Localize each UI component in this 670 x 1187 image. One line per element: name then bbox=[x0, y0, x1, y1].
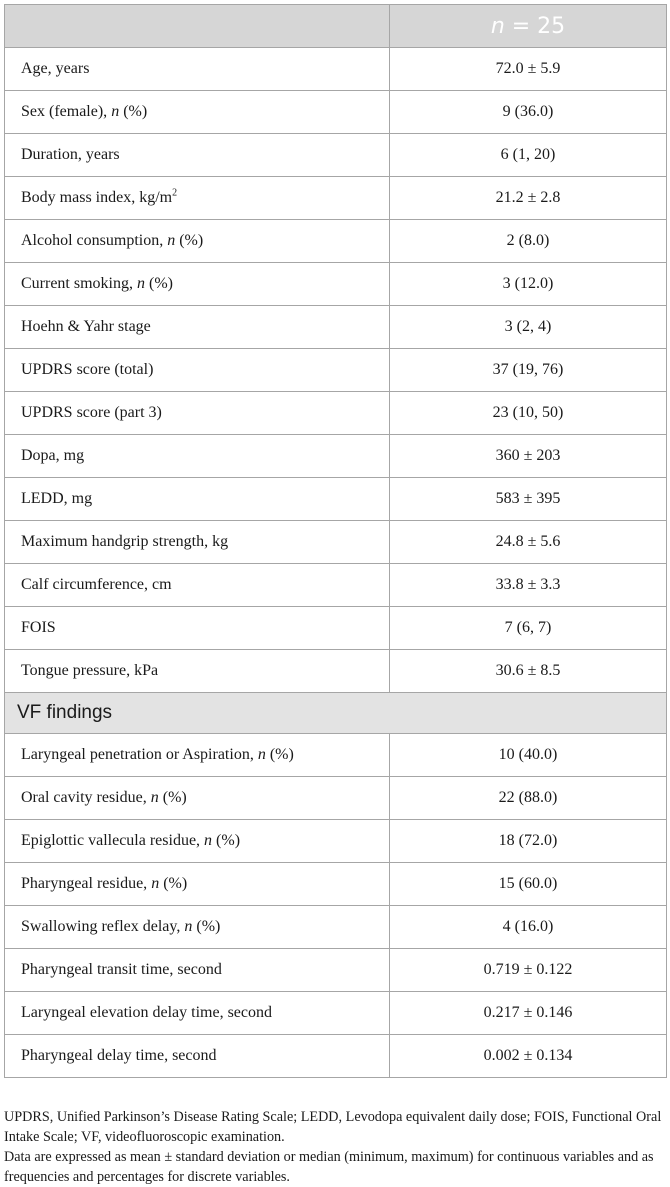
row-label bbox=[5, 392, 390, 435]
section-row bbox=[5, 693, 667, 734]
table-row bbox=[5, 220, 667, 263]
row-label bbox=[5, 734, 390, 777]
table-row bbox=[5, 777, 667, 820]
label-italic: n bbox=[257, 746, 266, 763]
row-label bbox=[5, 949, 390, 992]
footnote-abbreviations: UPDRS, Unified Parkinson’s Disease Rating Scale; LEDD, Levodopa equivalent daily dose; FOIS, Functional Oral Intake Scale; VF, videofluoroscopic examination. bbox=[4, 1109, 662, 1145]
label-text: UPDRS score (part 3) bbox=[21, 404, 162, 421]
row-label bbox=[5, 91, 390, 134]
label-italic: n bbox=[184, 918, 193, 935]
label-superscript: 2 bbox=[172, 187, 178, 199]
label-text: Calf circumference, cm bbox=[21, 576, 172, 593]
label-italic: n bbox=[167, 232, 176, 249]
table-row bbox=[5, 306, 667, 349]
table-footnotes bbox=[4, 1107, 666, 1187]
row-label bbox=[5, 306, 390, 349]
label-text: Age, years bbox=[21, 60, 90, 77]
row-value: 22 (88.0) bbox=[390, 777, 667, 820]
table-row bbox=[5, 949, 667, 992]
row-label bbox=[5, 220, 390, 263]
table-row bbox=[5, 607, 667, 650]
label-text: Current smoking, bbox=[21, 275, 137, 292]
row-label bbox=[5, 435, 390, 478]
row-label bbox=[5, 1035, 390, 1078]
label-text: Laryngeal elevation delay time, second bbox=[21, 1004, 273, 1021]
row-label bbox=[5, 992, 390, 1035]
row-value: 3 (2, 4) bbox=[390, 306, 667, 349]
label-suffix: (%) bbox=[119, 103, 148, 120]
vf-rows bbox=[5, 734, 667, 1078]
baseline-rows bbox=[5, 48, 667, 693]
header-label-cell bbox=[5, 5, 390, 48]
row-value: 3 (12.0) bbox=[390, 263, 667, 306]
label-text: Tongue pressure, kPa bbox=[21, 662, 159, 679]
table-row bbox=[5, 650, 667, 693]
footnote-expression: Data are expressed as mean ± standard deviation or median (minimum, maximum) for continuous variables and as frequencies and percentages for discrete variables. bbox=[4, 1149, 654, 1185]
row-value: 6 (1, 20) bbox=[390, 134, 667, 177]
table-row bbox=[5, 435, 667, 478]
row-value: 24.8 ± 5.6 bbox=[390, 521, 667, 564]
table-row bbox=[5, 734, 667, 777]
table-row bbox=[5, 820, 667, 863]
row-label bbox=[5, 177, 390, 220]
row-label bbox=[5, 349, 390, 392]
row-label bbox=[5, 134, 390, 177]
row-label bbox=[5, 607, 390, 650]
header-n-cell bbox=[390, 5, 667, 48]
patient-characteristics-table bbox=[4, 4, 666, 1078]
label-text: Body mass index, kg/m bbox=[21, 189, 173, 206]
row-value: 4 (16.0) bbox=[390, 906, 667, 949]
table-row bbox=[5, 91, 667, 134]
header-n-symbol: n bbox=[490, 13, 505, 39]
row-value: 18 (72.0) bbox=[390, 820, 667, 863]
label-text: Pharyngeal transit time, second bbox=[21, 961, 222, 978]
label-text: LEDD, mg bbox=[21, 490, 93, 507]
section-title: VF findings bbox=[5, 693, 667, 734]
row-value: 7 (6, 7) bbox=[390, 607, 667, 650]
label-italic: n bbox=[151, 875, 160, 892]
row-value: 10 (40.0) bbox=[390, 734, 667, 777]
table-row bbox=[5, 349, 667, 392]
row-value: 360 ± 203 bbox=[390, 435, 667, 478]
label-text: Oral cavity residue, bbox=[21, 789, 151, 806]
label-italic: n bbox=[204, 832, 213, 849]
label-text: UPDRS score (total) bbox=[21, 361, 154, 378]
label-italic: n bbox=[111, 103, 120, 120]
table-row bbox=[5, 906, 667, 949]
label-text: Sex (female), bbox=[21, 103, 112, 120]
row-value: 9 (36.0) bbox=[390, 91, 667, 134]
table-row bbox=[5, 48, 667, 91]
row-value: 37 (19, 76) bbox=[390, 349, 667, 392]
label-suffix: (%) bbox=[145, 275, 173, 292]
row-value: 21.2 ± 2.8 bbox=[390, 177, 667, 220]
vf-section-header bbox=[5, 693, 667, 734]
label-text: Pharyngeal residue, bbox=[21, 875, 152, 892]
row-value: 0.719 ± 0.122 bbox=[390, 949, 667, 992]
label-suffix: (%) bbox=[265, 746, 294, 763]
table-row bbox=[5, 177, 667, 220]
row-label bbox=[5, 820, 390, 863]
header-n-value: = 25 bbox=[504, 13, 566, 39]
table-row bbox=[5, 134, 667, 177]
row-value: 30.6 ± 8.5 bbox=[390, 650, 667, 693]
row-value: 23 (10, 50) bbox=[390, 392, 667, 435]
table-row bbox=[5, 863, 667, 906]
label-text: FOIS bbox=[21, 619, 56, 636]
table-row bbox=[5, 478, 667, 521]
label-text: Duration, years bbox=[21, 146, 120, 163]
row-value: 0.217 ± 0.146 bbox=[390, 992, 667, 1035]
table-row bbox=[5, 1035, 667, 1078]
label-suffix: (%) bbox=[212, 832, 241, 849]
label-suffix: (%) bbox=[192, 918, 221, 935]
label-suffix: (%) bbox=[158, 789, 187, 806]
label-text: Maximum handgrip strength, kg bbox=[21, 533, 229, 550]
table-row bbox=[5, 263, 667, 306]
label-text: Pharyngeal delay time, second bbox=[21, 1047, 217, 1064]
label-text: Epiglottic vallecula residue, bbox=[21, 832, 205, 849]
label-text: Swallowing reflex delay, bbox=[21, 918, 185, 935]
row-label bbox=[5, 48, 390, 91]
row-label bbox=[5, 564, 390, 607]
row-label bbox=[5, 650, 390, 693]
row-value: 2 (8.0) bbox=[390, 220, 667, 263]
row-label bbox=[5, 863, 390, 906]
label-text: Hoehn & Yahr stage bbox=[21, 318, 151, 335]
table-row bbox=[5, 521, 667, 564]
label-text: Dopa, mg bbox=[21, 447, 85, 464]
row-value: 72.0 ± 5.9 bbox=[390, 48, 667, 91]
table-header-row bbox=[5, 5, 667, 48]
label-italic: n bbox=[150, 789, 159, 806]
row-label bbox=[5, 777, 390, 820]
table-row bbox=[5, 564, 667, 607]
label-suffix: (%) bbox=[159, 875, 188, 892]
row-value: 15 (60.0) bbox=[390, 863, 667, 906]
row-value: 583 ± 395 bbox=[390, 478, 667, 521]
label-suffix: (%) bbox=[175, 232, 204, 249]
table-row bbox=[5, 392, 667, 435]
row-label bbox=[5, 263, 390, 306]
row-label bbox=[5, 478, 390, 521]
row-label bbox=[5, 906, 390, 949]
label-text: Alcohol consumption, bbox=[21, 232, 168, 249]
label-text: Laryngeal penetration or Aspiration, bbox=[21, 746, 258, 763]
row-value: 0.002 ± 0.134 bbox=[390, 1035, 667, 1078]
table-row bbox=[5, 992, 667, 1035]
row-label bbox=[5, 521, 390, 564]
row-value: 33.8 ± 3.3 bbox=[390, 564, 667, 607]
label-italic: n bbox=[137, 275, 145, 292]
